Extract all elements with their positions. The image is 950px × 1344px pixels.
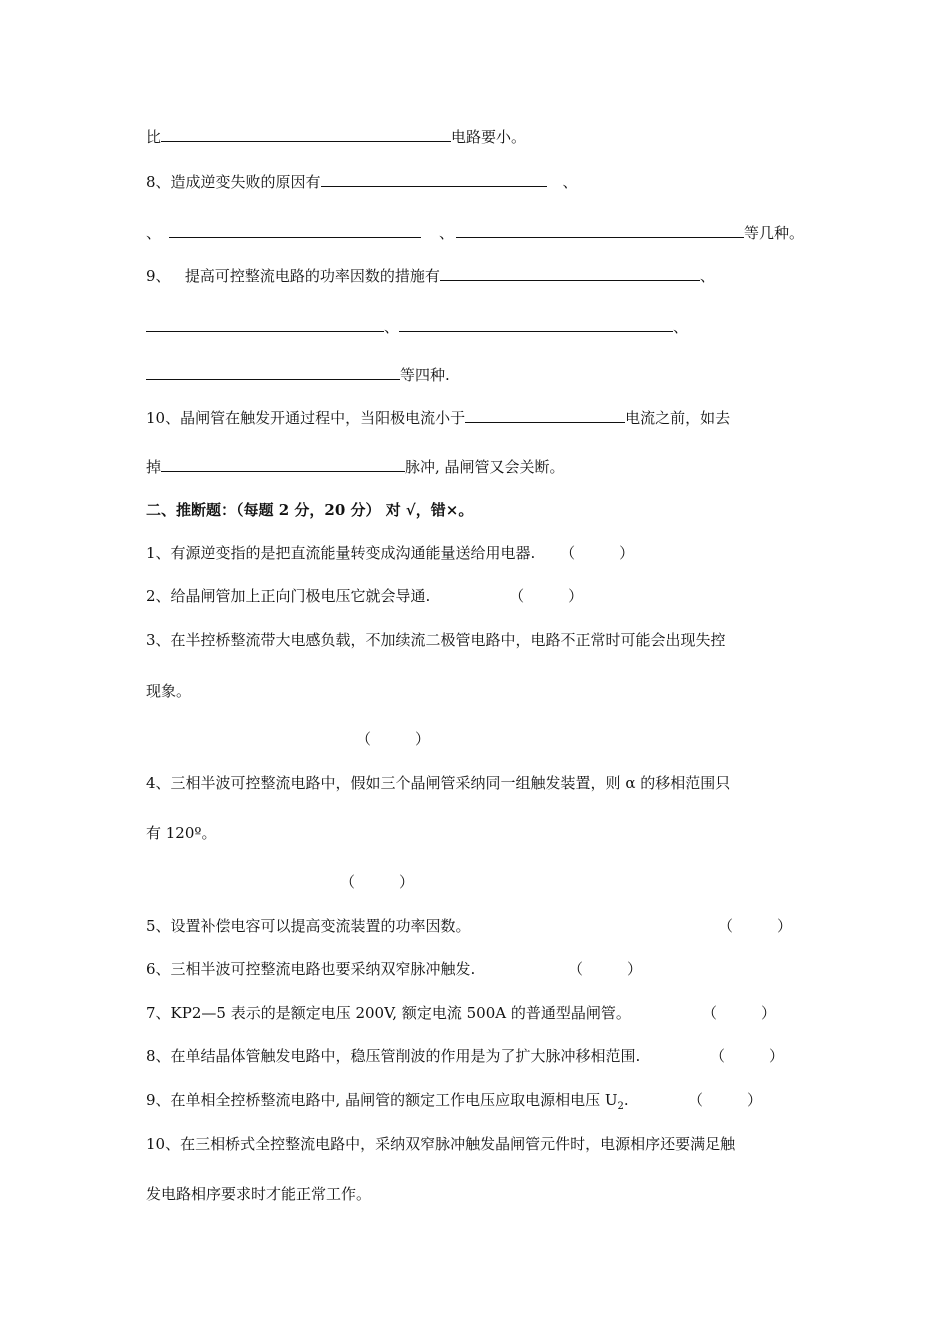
question-text: 1、有源逆变指的是把直流能量转变成沟通能量送给用电器. — [146, 544, 536, 562]
question-text: 7、KP2—5 表示的是额定电压 200V, 额定电流 500A 的普通型晶闸管。 — [146, 1004, 631, 1022]
separator: 、 — [673, 318, 689, 336]
text: 掉 — [146, 458, 162, 476]
judge-q10: 10、在三相桥式全控整流电路中，采纳双窄脉冲触发晶闸管元件时，电源相序还要满足触 — [146, 1135, 736, 1153]
answer-paren[interactable]: （ ） — [710, 1047, 785, 1065]
answer-paren[interactable]: （ ） — [688, 1091, 763, 1109]
judge-q1 — [146, 543, 634, 563]
judge-q8 — [146, 1046, 640, 1066]
answer-paren[interactable]: （ ） — [560, 544, 635, 562]
judge-q10-cont: 发电路相序要求时才能正常工作。 — [146, 1185, 372, 1203]
judge-q4-cont: 有 120º。 — [146, 824, 217, 842]
judge-q9: 9、在单相全控桥整流电路中, 晶闸管的额定工作电压应取电源相电压 $U_2$. — [146, 1091, 629, 1112]
question-text: 6、三相半波可控整流电路也要采纳双窄脉冲触发. — [146, 960, 476, 978]
fill-q9 — [146, 265, 715, 286]
fill-q9-line3 — [146, 364, 450, 385]
answer-paren[interactable]: （ ） — [509, 587, 584, 605]
answer-blank[interactable] — [456, 222, 744, 238]
answer-blank[interactable] — [146, 316, 384, 332]
answer-paren[interactable]: （ ） — [568, 960, 643, 978]
separator: 、 — [384, 318, 400, 336]
text: 等四种. — [400, 366, 450, 384]
text: 比 — [146, 128, 162, 146]
judge-q3: 3、在半控桥整流带大电感负载，不加续流二极管电路中，电路不正常时可能会出现失控 — [146, 631, 726, 649]
answer-blank[interactable] — [440, 265, 700, 281]
answer-paren[interactable]: （ ） — [718, 917, 793, 935]
judge-q3-cont: 现象。 — [146, 682, 192, 700]
fill-q10 — [146, 407, 730, 428]
question-text: 8、在单结晶体管触发电路中，稳压管削波的作用是为了扩大脉冲移相范围. — [146, 1047, 641, 1065]
fill-q7-continuation — [146, 126, 526, 147]
question-text: 9、在单相全控桥整流电路中, 晶闸管的额定工作电压应取电源相电压 U — [146, 1091, 618, 1109]
answer-blank[interactable] — [399, 316, 673, 332]
judge-q7 — [146, 1003, 631, 1023]
question-text: 2、给晶闸管加上正向门极电压它就会导通. — [146, 587, 431, 605]
question-text: 8、造成逆变失败的原因有 — [146, 173, 321, 191]
subscript: 2 — [617, 1101, 624, 1112]
question-text: 9、 提高可控整流电路的功率因数的措施有 — [146, 267, 440, 285]
answer-blank[interactable] — [465, 407, 625, 423]
text: 电流之前，如去 — [625, 409, 731, 427]
judge-q6 — [146, 959, 475, 979]
answer-blank[interactable] — [146, 364, 400, 380]
judge-q2 — [146, 586, 583, 606]
question-text: 10、晶闸管在触发开通过程中，当阳极电流小于 — [146, 409, 466, 427]
answer-blank[interactable] — [169, 222, 421, 238]
text: 脉冲, 晶闸管又会关断。 — [405, 458, 565, 476]
text: 电路要小。 — [451, 128, 527, 146]
separator: 、 — [699, 267, 715, 285]
judge-q5 — [146, 916, 471, 936]
answer-paren[interactable]: （ ） — [356, 730, 431, 748]
judge-q4: 4、三相半波可控整流电路中，假如三个晶闸管采纳同一组触发装置，则 α 的移相范围只 — [146, 774, 731, 792]
fill-q9-line2 — [146, 316, 688, 337]
fill-q8-line2 — [146, 222, 804, 243]
answer-blank[interactable] — [321, 171, 547, 187]
answer-paren[interactable]: （ ） — [340, 873, 415, 891]
fill-q10-line2 — [146, 456, 565, 477]
text: 等几种。 — [744, 224, 805, 242]
separator: 、 — [439, 224, 455, 242]
question-text: 5、设置补偿电容可以提高变流装置的功率因数。 — [146, 917, 471, 935]
answer-paren[interactable]: （ ） — [702, 1004, 777, 1022]
separator: 、 — [562, 173, 578, 191]
section-title: 二、推断题：（每题 2 分，20 分） 对 √，错×。 — [146, 501, 474, 519]
separator: 、 — [146, 224, 162, 242]
answer-blank[interactable] — [161, 126, 451, 142]
fill-q8 — [146, 171, 578, 192]
answer-blank[interactable] — [161, 456, 405, 472]
